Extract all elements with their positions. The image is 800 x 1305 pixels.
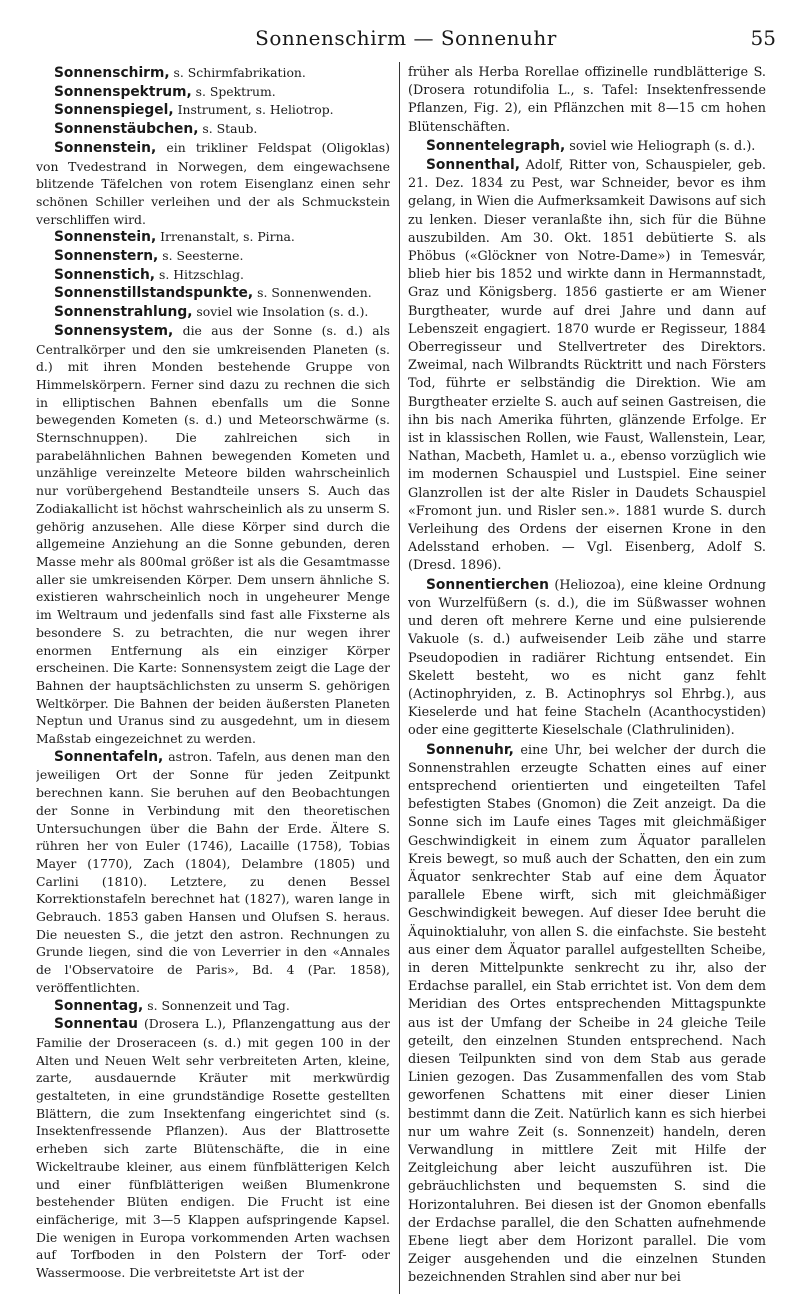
page-number: 55 — [750, 26, 776, 50]
entry-text: (Drosera L.), Pflanzengattung aus der Familie der Droseraceen (s. d.) mit gegen 100 in der Alten und Neuen Welt sehr verbreiteten Arten, kleine, zarte, ausdauernde Kräuter mit merkwürdig gestalteten, in eine grundständige Rosette gestellten Blättern, die zum Insektenfang eingerichtet sind (s. Insektenfressende Pflanzen). Aus der Blattrosette erheben sich zarte Blütenschäfte, die in eine Wickeltraube kleiner, aus einem fünfblätterigen Kelch und einer fünfblätterigen weißen Blumenkrone bestehender Blüten endigen. Die Frucht ist eine einfächerige, mit 3—5 Klappen aufspringende Kapsel. Die wenigen in Europa vorkommenden Arten wachsen auf Torfboden in den Polstern der Torf- oder Wassermoose. Die verbreitetste Art ist der — [36, 1016, 390, 1281]
entry-headword: Sonnenstillstandspunkte, — [54, 285, 254, 302]
right-column — [408, 64, 766, 1292]
column-divider — [399, 62, 400, 1294]
entry-text: (Heliozoa), eine kleine Ordnung von Wurzelfüßern (s. d.), die im Süßwasser wohnen und deren oft mehrere Kerne und eine pulsierende Vakuole (s. d.) aufweisender Leib zähe und starre Pseudopodien in radiärer Richtung entsendet. Ein Skelett besteht, wo es nicht ganz fehlt (Actinophryiden, z. B. Actinophrys sol Ehrbg.), aus Kieselerde und hat feine Stacheln (Acanthocystiden) oder eine gegitterte Kieselschale (Clathruliniden). — [408, 577, 766, 739]
entry-headword: Sonnentag, — [54, 997, 144, 1014]
entry-headword: Sonnenstrahlung, — [54, 304, 193, 321]
dictionary-entry — [36, 284, 390, 303]
entry-text: soviel wie Heliograph (s. d.). — [565, 138, 756, 154]
entry-text: die aus der Sonne (s. d.) als Centralkörper und den sie umkreisenden Planeten (s. d.) mit ihren Monden bestehende Gruppe von Himmelskörpern. Ferner sind dazu zu rechnen die sich in elliptischen Bahnen ebenfalls um die Sonne bewegenden Kometen (s. d.) und Meteorschwärme (s. Sternschnuppen). Die zahlreichen sich in parabelähnlichen Bahnen bewegenden Kometen und unzählige vereinzelte Meteore bilden wahrscheinlich nur vorübergehend Bestandteile unsers S. Auch das Zodiakallicht ist höchst wahrscheinlich als zu unserm S. gehörig anzusehen. Alle diese Körper sind durch die allgemeine Anziehung an die Sonne gebunden, deren Masse mehr als 800mal größer ist als die Gesamtmasse aller sie umkreisenden Körper. Dem unsern ähnliche S. existieren wahrscheinlich noch in ungeheurer Menge im Weltraum und jedenfalls sind fast alle Fixsterne als besondere S. zu betrachten, die nur wegen ihrer enormen Entfernung als ein einziger Körper erscheinen. Die Karte: Sonnensystem zeigt die Lage der Bahnen der hauptsächlichsten zu unserm S. gehörigen Weltkörper. Die Bahnen der beiden äußersten Planeten Neptun und Uranus sind zu ausgedehnt, um in diesem Maßstab eingezeichnet zu werden. — [36, 322, 390, 747]
entry-headword: Sonnentau — [54, 1016, 138, 1033]
entry-text: früher als Herba Rorellae offizinelle rundblätterige S. (Drosera rotundifolia L., s. Tafel: Insektenfressende Pflanzen, Fig. 2), ein Pflänzchen mit 8—15 cm hohen Blütenschäften. — [408, 65, 766, 135]
entry-headword: Sonnenstich, — [54, 266, 156, 283]
dictionary-entry — [36, 64, 390, 83]
dictionary-entry — [36, 247, 390, 266]
dictionary-entry — [408, 741, 766, 1288]
entry-headword: Sonnentelegraph, — [426, 137, 566, 154]
running-title: Sonnenschirm — Sonnenuhr — [255, 26, 557, 50]
entry-text: Instrument, s. Heliotrop. — [173, 102, 334, 118]
page-header — [36, 26, 776, 56]
entry-headword: Sonnenstein, — [54, 139, 157, 156]
entry-text: s. Schirmfabrikation. — [169, 65, 306, 80]
entry-headword: Sonnenspiegel, — [54, 102, 174, 119]
entry-headword: Sonnenstäubchen, — [54, 121, 199, 138]
entry-text: Adolf, Ritter von, Schauspieler, geb. 21. Dez. 1834 zu Pest, war Schneider, bevor es ihm gelang, in Wien die Aufmerksamkeit Dawisons auf sich zu lenken. Dieser veranlaßte ihn, sich für die Bühne auszubilden. Am 30. Okt. 1851 debütierte S. als Phöbus («Glöckner von Notre-Dame») in Temesvár, blieb hier bis 1852 und wirkte dann in Hermannstadt, Graz und Königsberg. 1856 gastierte er am Wiener Burgtheater, wurde auf drei Jahre und dann auf Lebenszeit engagiert. 1870 wurde er Regisseur, 1884 Oberregisseur und Stellvertreter des Direktors. Zweimal, nach Wilbrandts Rücktritt und nach Försters Tod, führte er selbständig die Direktion. Wie am Burgtheater erzielte S. auch auf seinen Gastreisen, die ihn bis nach Amerika führten, glänzende Erfolge. Er ist in klassischen Rollen, wie Faust, Wallenstein, Lear, Nathan, Macbeth, Hamlet u. a., ebenso vorzüglich wie im modernen Schauspiel und Lustspiel. Eine seiner Glanzrollen ist der alte Risler in Daudets Schauspiel «Fromont jun. und Risler sen.». 1881 wurde S. durch Verleihung des Ordens der eisernen Krone in den Adelsstand erhoben. — Vgl. Eisenberg, Adolf S. (Dresd. 1896). — [408, 158, 766, 574]
dictionary-entry — [36, 748, 390, 997]
dictionary-entry — [36, 997, 390, 1016]
entry-text: Irrenanstalt, s. Pirna. — [156, 229, 295, 245]
entry-text: s. Sonnenwenden. — [253, 285, 372, 301]
entry-headword: Sonnensystem, — [54, 322, 174, 339]
entry-headword: Sonnenspektrum, — [54, 83, 192, 100]
entry-headword: Sonnenuhr, — [426, 741, 514, 758]
dictionary-entry — [36, 228, 390, 247]
entry-headword: Sonnenthal, — [426, 157, 520, 174]
entry-text: s. Sonnenzeit und Tag. — [143, 997, 290, 1013]
dictionary-entry — [36, 139, 390, 229]
entry-headword: Sonnenstein, — [54, 229, 157, 246]
entry-text: ein trikliner Feldspat (Oligoklas) von Tvedestrand in Norwegen, dem eingewachsene blitzende Täfelchen von rotem Eisenglanz einen sehr schönen Schiller verleihen und der als Schmuckstein verschliffen wird. — [36, 139, 390, 227]
dictionary-entry — [408, 137, 766, 156]
entry-text: s. Spektrum. — [191, 83, 276, 99]
dictionary-entry — [408, 156, 766, 576]
left-column — [36, 64, 390, 1292]
entry-headword: Sonnentafeln, — [54, 748, 164, 765]
entry-text: s. Hitzschlag. — [155, 266, 244, 282]
entry-text: eine Uhr, bei welcher der durch die Sonnenstrahlen erzeugte Schatten eines auf einer entsprechend orientierten und eingeteilten Tafel befestigten Stabes (Gnomon) die Zeit anzeigt. Da die Sonne sich im Laufe eines Tages mit gleichmäßiger Geschwindigkeit in einem zum Äquator parallelen Kreis bewegt, so muß auch der Schatten, den ein zum Äquator senkrechter Stab auf eine dem Äquator parallele Ebene wirft, sich mit gleichmäßiger Geschwindigkeit bewegen. Auf dieser Idee beruht die Äquinoktialuhr, von allen S. die einfachste. Sie besteht aus einer dem Äquator parallel aufgestellten Scheibe, in deren Mittelpunkte senkrecht zu ihr, also der Erdachse parallel, ein Stab errichtet ist. Von dem dem Meridian des Ortes entsprechenden Mittagspunkte aus ist der Umfang der Scheibe in 24 gleiche Teile geteilt, den einzelnen Stunden entsprechend. Nach diesen Teilpunkten sind von dem Stab aus gerade Linien gezogen. Das Zusammenfallen des vom Stab geworfenen Schattens mit einer dieser Linien bestimmt dann die Zeit. Natürlich kann es sich hierbei nur um wahre Zeit (s. Sonnenzeit) handeln, deren Verwandlung in mittlere Zeit mit Hilfe der Zeitgleichung aber leicht auszuführen ist. Die gebräuchlichsten und bequemsten S. sind die Horizontaluhren. Bei diesen ist der Gnomon ebenfalls der Erdachse parallel, die den Schatten aufnehmende Ebene liegt aber dem Horizont parallel. Die vom Zeiger ausgehenden und die einzelnen Stunden bezeichnenden Strahlen sind aber nur bei — [408, 742, 766, 1286]
dictionary-entry — [36, 101, 390, 120]
dictionary-entry — [36, 120, 390, 139]
dictionary-entry — [36, 83, 390, 102]
dictionary-entry — [408, 576, 766, 741]
entry-headword: Sonnentierchen — [426, 576, 549, 593]
dictionary-entry — [36, 303, 390, 322]
dictionary-entry — [36, 266, 390, 285]
dictionary-entry — [36, 322, 390, 748]
entry-text: astron. Tafeln, aus denen man den jeweiligen Ort der Sonne für jeden Zeitpunkt berechnen kann. Sie beruhen auf den Beobachtungen der Sonne in Verbindung mit den theoretischen Untersuchungen über die Bahn der Erde. Ältere S. rühren her von Euler (1746), Lacaille (1758), Tobias Mayer (1770), Zach (1804), Delambre (1805) und Carlini (1810). Letztere, zu denen Bessel Korrektionstafeln berechnet hat (1827), waren lange in Gebrauch. 1853 gaben Hansen und Olufsen S. heraus. Die neuesten S., die jetzt den astron. Rechnungen zu Grunde liegen, sind die von Leverrier in den «Annales de l'Observatoire de Paris», Bd. 4 (Par. 1858), veröffentlichten. — [36, 748, 390, 995]
entry-text: s. Seesterne. — [158, 248, 244, 264]
entry-headword: Sonnenschirm, — [54, 65, 170, 81]
entry-text: soviel wie Insolation (s. d.). — [192, 304, 369, 320]
dictionary-entry — [408, 64, 766, 137]
entry-text: s. Staub. — [198, 121, 258, 137]
dictionary-entry — [36, 1015, 390, 1282]
entry-headword: Sonnenstern, — [54, 248, 159, 265]
